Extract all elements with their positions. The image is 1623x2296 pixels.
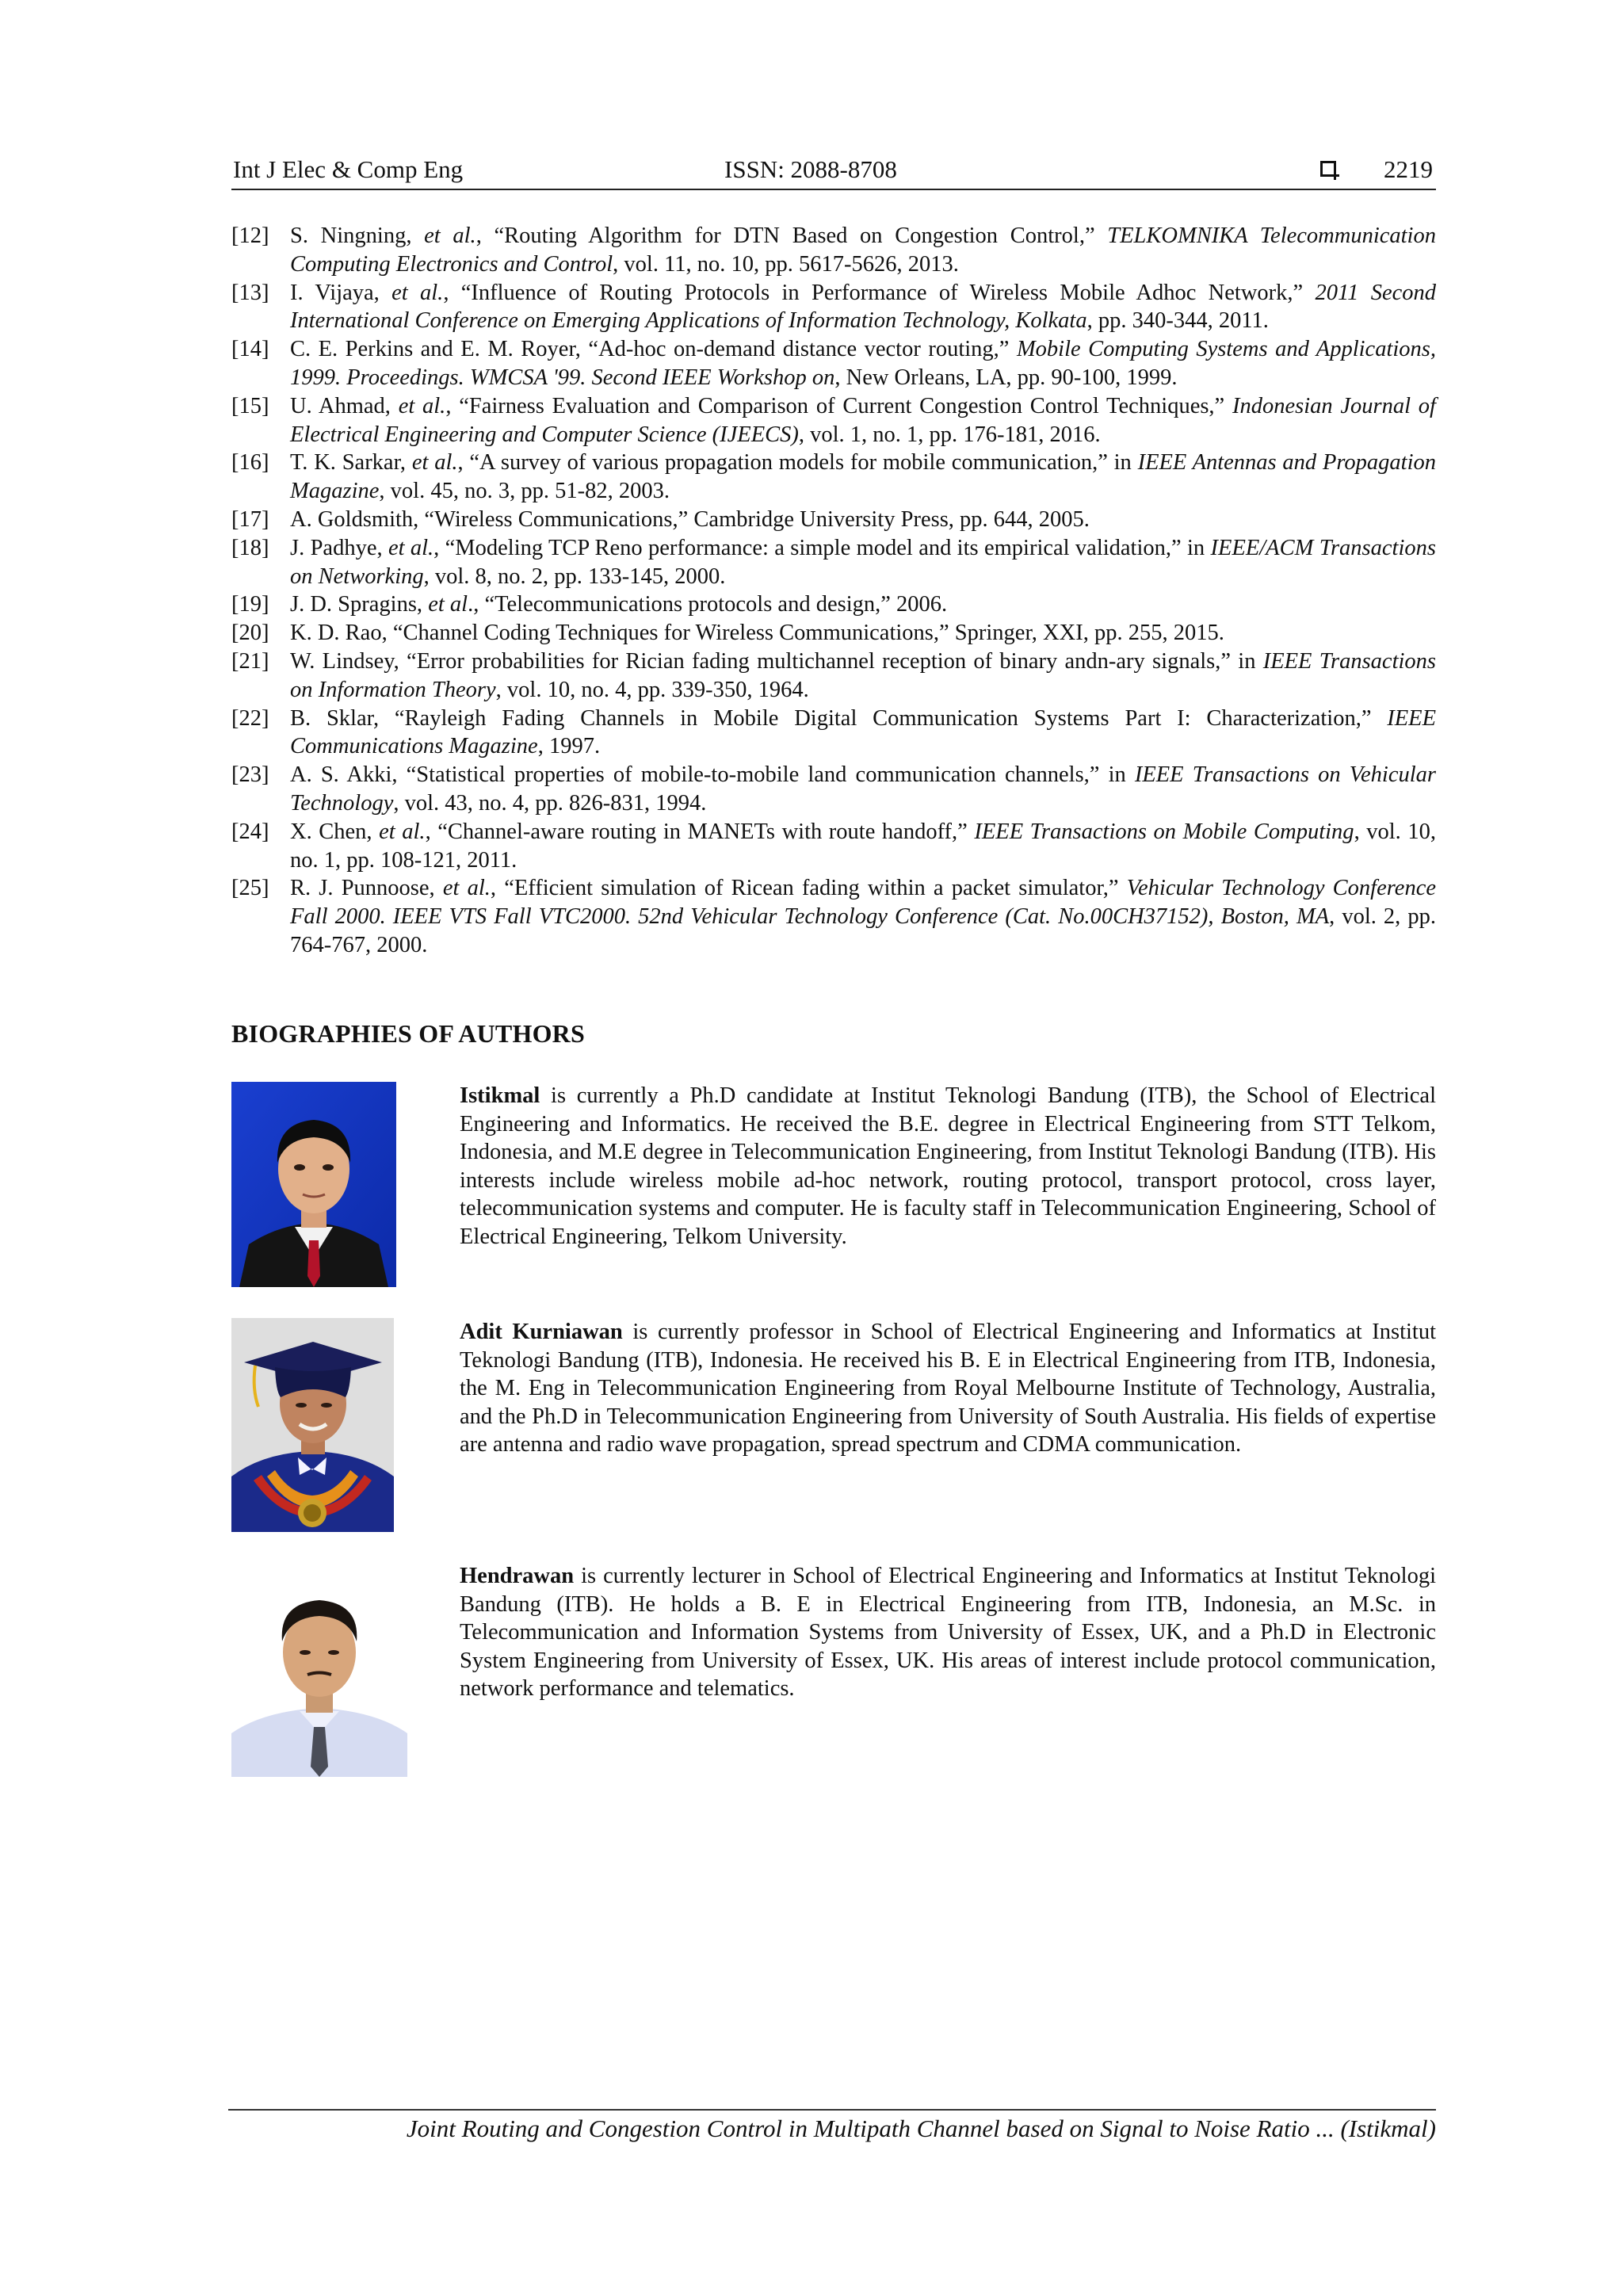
reference-number: [24] bbox=[231, 819, 269, 844]
reference-item bbox=[231, 590, 1436, 619]
reference-item bbox=[231, 335, 1436, 392]
reference-venue: Indonesian Journal of Electrical Engineering and Computer Science (IJEECS) bbox=[290, 393, 1436, 447]
reference-text: , “Fairness Evaluation and Comparison of Current Congestion Control Techniques,” bbox=[445, 393, 1232, 418]
reference-item bbox=[231, 506, 1436, 534]
reference-text: K. D. Rao, “Channel Coding Techniques for Wireless Communications,” Springer, XXI, pp. 255, 2015. bbox=[290, 621, 1224, 646]
reference-venue: TELKOMNIKA Telecommunication Computing Electronics and Control bbox=[290, 223, 1436, 277]
issn: ISSN: 2088-8708 bbox=[724, 155, 897, 183]
author-photo-adit-kurniawan bbox=[231, 1318, 394, 1532]
author-photo-hendrawan bbox=[231, 1559, 407, 1777]
reference-text: W. Lindsey, “Error probabilities for Rician fading multichannel reception of binary andn-ary signals,” in bbox=[290, 648, 1263, 674]
author-name: Adit Kurniawan bbox=[460, 1320, 623, 1344]
reference-number: [19] bbox=[231, 592, 269, 617]
reference-number: [22] bbox=[231, 705, 269, 731]
reference-text: , vol. 45, no. 3, pp. 51-82, 2003. bbox=[379, 479, 670, 504]
reference-text: , “Influence of Routing Protocols in Performance of Wireless Mobile Adhoc Network,” bbox=[443, 280, 1316, 305]
reference-number: [14] bbox=[231, 337, 269, 362]
reference-text: , pp. 340-344, 2011. bbox=[1086, 308, 1269, 334]
page-number: 2219 bbox=[1384, 155, 1433, 183]
author-bio bbox=[460, 1318, 1436, 1459]
reference-number: [23] bbox=[231, 762, 269, 788]
reference-number: [20] bbox=[231, 621, 269, 646]
reference-text: , vol. 10, no. 4, pp. 339-350, 1964. bbox=[495, 677, 809, 702]
reference-text: C. E. Perkins and E. M. Royer, “Ad-hoc on-demand distance vector routing,” bbox=[290, 337, 1017, 362]
reference-item bbox=[231, 534, 1436, 591]
reference-venue: IEEE Transactions on Information Theory bbox=[290, 648, 1436, 702]
reference-etal: et al. bbox=[442, 876, 491, 901]
reference-venue: IEEE Communications Magazine bbox=[290, 705, 1436, 759]
author-name: Hendrawan bbox=[460, 1564, 575, 1588]
author-bio-text: is currently professor in School of Electrical Engineering and Informatics at Institut Teknologi Bandung (ITB), Indonesia. He received his B. E in Electrical Engineering from ITB, Indonesia, the M. Eng in Telecommunication Engineering from Royal Melbourne Institute of Technology, Australia, and the Ph.D in Telecommunication Engineering from University of South Australia. His fields of expertise are antenna and radio wave propagation, spread spectrum and CDMA communication. bbox=[460, 1320, 1436, 1457]
section-heading: BIOGRAPHIES OF AUTHORS bbox=[231, 1019, 585, 1048]
reference-etal: et al. bbox=[391, 280, 444, 305]
reference-number: [18] bbox=[231, 535, 269, 560]
reference-text: , “Routing Algorithm for DTN Based on Congestion Control,” bbox=[475, 223, 1108, 248]
reference-etal: et al. bbox=[388, 535, 434, 560]
reference-number: [13] bbox=[231, 280, 269, 305]
reference-text: R. J. Punnoose, bbox=[290, 876, 443, 901]
square-bullet-icon bbox=[1320, 161, 1336, 177]
reference-etal: et al. bbox=[398, 393, 446, 418]
reference-list bbox=[231, 222, 1436, 960]
reference-number: [17] bbox=[231, 506, 269, 532]
reference-text: U. Ahmad, bbox=[290, 393, 399, 418]
reference-text: ., “Telecommunications protocols and design,” 2006. bbox=[468, 592, 948, 617]
author-bio bbox=[460, 1562, 1436, 1703]
running-footer: Joint Routing and Congestion Control in Multipath Channel based on Signal to Noise Ratio ... (Istikmal) bbox=[406, 2115, 1436, 2142]
author-bio-text: is currently a Ph.D candidate at Institut Teknologi Bandung (ITB), the School of Electrical Engineering and Informatics. He received the B.E. degree in Electrical Engineering from STT Telkom, Indonesia, and M.E degree in Telecommunication Engineering, from Institut Teknologi Bandung (ITB). His interests include wireless mobile ad-hoc network, routing protocol, transport protocol, cross layer, telecommunication systems and computer. He is faculty staff in Telecommunication Engineering, School of Electrical Engineering, Telkom University. bbox=[460, 1083, 1436, 1249]
reference-venue: IEEE/ACM Transactions on Networking bbox=[290, 535, 1436, 589]
reference-text: X. Chen, bbox=[290, 819, 380, 844]
author-photo-istikmal bbox=[231, 1082, 396, 1287]
reference-number: [25] bbox=[231, 876, 269, 901]
reference-item bbox=[231, 874, 1436, 959]
reference-text: , vol. 10, no. 1, pp. 108-121, 2011. bbox=[290, 819, 1436, 873]
reference-venue: Mobile Computing Systems and Applications, 1999. Proceedings. WMCSA '99. Second IEEE Workshop on bbox=[290, 337, 1436, 390]
reference-text: , vol. 11, no. 10, pp. 5617-5626, 2013. bbox=[613, 251, 959, 277]
reference-text: B. Sklar, “Rayleigh Fading Channels in Mobile Digital Communication Systems Part I: Characterization,” bbox=[290, 705, 1388, 731]
reference-text: , “A survey of various propagation models for mobile communication,” in bbox=[457, 450, 1138, 476]
reference-item bbox=[231, 619, 1436, 648]
reference-item bbox=[231, 222, 1436, 279]
reference-number: [12] bbox=[231, 223, 269, 248]
reference-text: , “Channel-aware routing in MANETs with route handoff,” bbox=[425, 819, 975, 844]
reference-item bbox=[231, 818, 1436, 875]
reference-text: T. K. Sarkar, bbox=[290, 450, 412, 476]
reference-text: A. S. Akki, “Statistical properties of mobile-to-mobile land communication channels,” in bbox=[290, 762, 1135, 788]
reference-item bbox=[231, 648, 1436, 705]
reference-venue: IEEE Transactions on Vehicular Technology bbox=[290, 762, 1436, 816]
reference-text: I. Vijaya, bbox=[290, 280, 392, 305]
journal-name: Int J Elec & Comp Eng bbox=[233, 155, 464, 183]
reference-text: , vol. 43, no. 4, pp. 826-831, 1994. bbox=[393, 790, 707, 816]
reference-etal: et al. bbox=[424, 223, 476, 248]
reference-text: , vol. 1, no. 1, pp. 176-181, 2016. bbox=[798, 422, 1101, 447]
author-name: Istikmal bbox=[460, 1083, 540, 1108]
reference-item bbox=[231, 705, 1436, 762]
reference-item bbox=[231, 761, 1436, 818]
reference-venue: IEEE Antennas and Propagation Magazine bbox=[290, 450, 1436, 504]
reference-text: , 1997. bbox=[537, 734, 601, 759]
reference-text: S. Ningning, bbox=[290, 223, 425, 248]
reference-number: [21] bbox=[231, 648, 269, 674]
reference-text: J. D. Spragins, bbox=[290, 592, 429, 617]
footer-rule bbox=[228, 2109, 1436, 2111]
reference-text: J. Padhye, bbox=[290, 535, 388, 560]
reference-item bbox=[231, 392, 1436, 449]
reference-venue: IEEE Transactions on Mobile Computing bbox=[974, 819, 1354, 844]
reference-item bbox=[231, 279, 1436, 336]
reference-venue: Vehicular Technology Conference Fall 2000. IEEE VTS Fall VTC2000. 52nd Vehicular Technology Conference (Cat. No.00CH37152), Boston, MA bbox=[290, 876, 1436, 930]
reference-item bbox=[231, 449, 1436, 506]
reference-etal: et al. bbox=[379, 819, 426, 844]
reference-text: , “Modeling TCP Reno performance: a simple model and its empirical validation,” in bbox=[433, 535, 1211, 560]
reference-etal: et al. bbox=[411, 450, 458, 476]
reference-text: , “Efficient simulation of Ricean fading within a packet simulator,” bbox=[490, 876, 1127, 901]
author-bio bbox=[460, 1082, 1436, 1251]
reference-text: , vol. 8, no. 2, pp. 133-145, 2000. bbox=[423, 563, 726, 589]
author-bio-text: is currently lecturer in School of Electrical Engineering and Informatics at Institut Teknologi Bandung (ITB). He holds a B. E in Electrical Engineering from ITB, Indonesia, an M.Sc. in Telecommunication and Information Systems from University of Essex, UK, and a Ph.D in Electronic System Engineering from University of Essex, UK. His areas of interest include protocol communication, network performance and telematics. bbox=[460, 1564, 1436, 1701]
reference-number: [16] bbox=[231, 450, 269, 476]
reference-text: , New Orleans, LA, pp. 90-100, 1999. bbox=[834, 365, 1178, 390]
reference-number: [15] bbox=[231, 393, 269, 418]
running-header bbox=[231, 154, 1436, 190]
reference-etal: et al bbox=[428, 592, 468, 617]
reference-venue: 2011 Second International Conference on Emerging Applications of Information Technology, Kolkata bbox=[290, 280, 1436, 334]
reference-text: , vol. 2, pp. 764-767, 2000. bbox=[290, 904, 1437, 957]
reference-text: A. Goldsmith, “Wireless Communications,” Cambridge University Press, pp. 644, 2005. bbox=[290, 506, 1090, 532]
